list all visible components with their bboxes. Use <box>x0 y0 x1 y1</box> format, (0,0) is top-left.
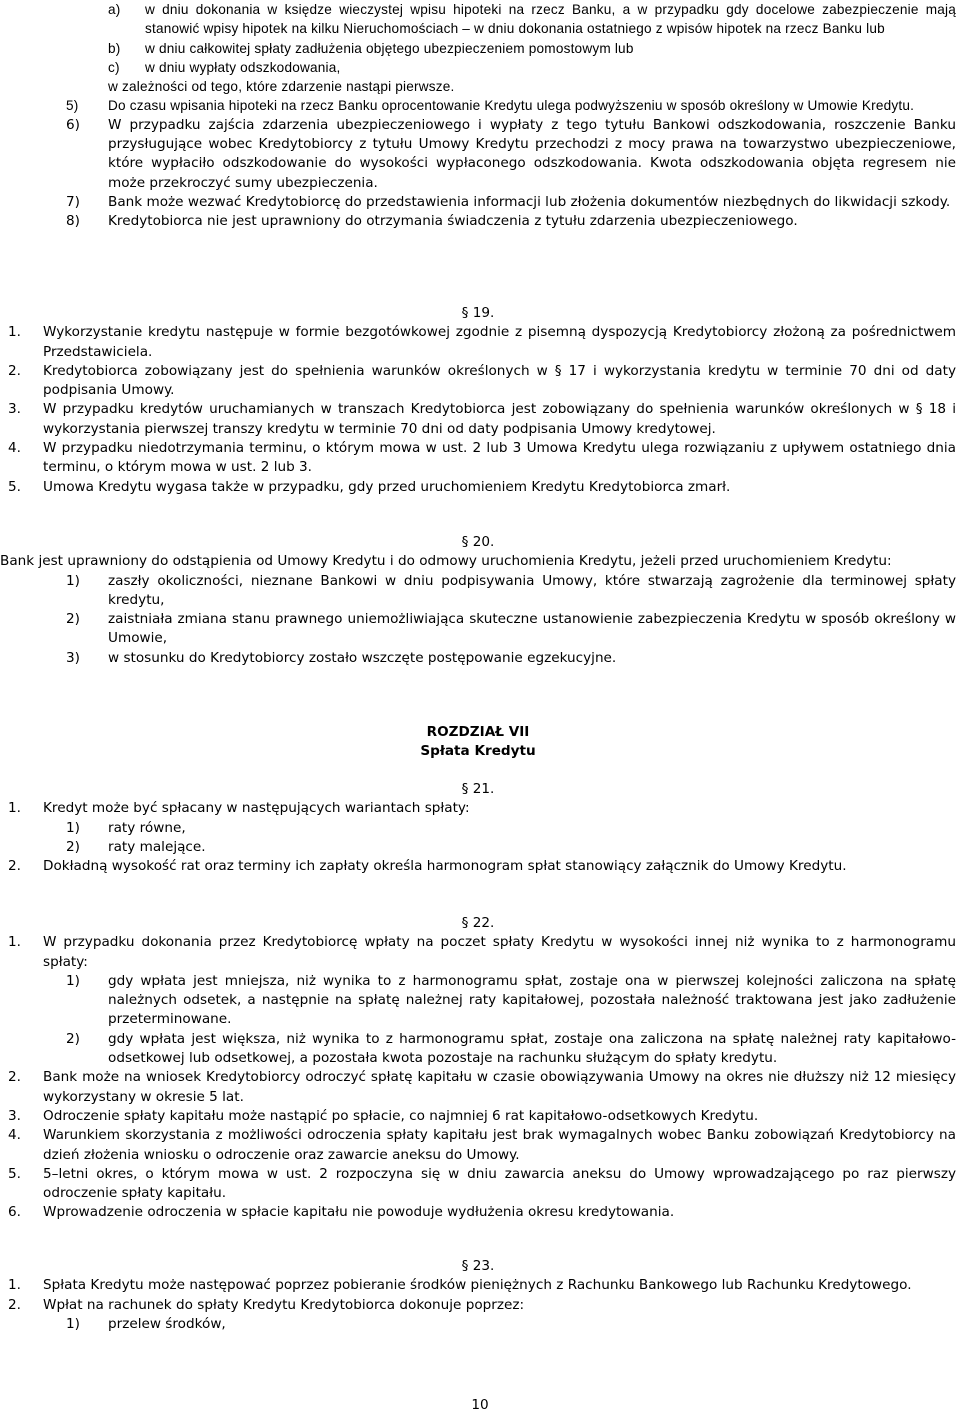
list-item <box>0 799 956 818</box>
item-label: c) <box>108 59 120 75</box>
page-number: 10 <box>471 1397 489 1413</box>
item-label: 2) <box>66 611 80 628</box>
section-22 <box>0 914 956 1223</box>
top-section <box>0 0 956 232</box>
item-label: 5. <box>8 478 21 495</box>
list-item <box>0 400 956 439</box>
item-text: Dokładną wysokość rat oraz terminy ich zapłaty określa harmonogram spłat stanowiący załącznik do Umowy Kredytu. <box>43 858 847 875</box>
item-text: w stosunku do Kredytobiorcy zostało wszczęte postępowanie egzekucyjne. <box>108 649 617 666</box>
item-label: 2) <box>66 1030 80 1047</box>
item-label: 1) <box>66 819 80 836</box>
item-text: Wprowadzenie odroczenia w spłacie kapitału nie powoduje wydłużenia okresu kredytowania. <box>43 1204 675 1221</box>
item-text: zaszły okoliczności, nieznane Bankowi w dniu podpisywania Umowy, które stwarzają zagrożenie dla terminowej spłaty kredytu, <box>108 572 956 608</box>
chapter-heading <box>0 723 956 762</box>
list-item <box>0 649 956 668</box>
section-23 <box>0 1257 956 1334</box>
list-item <box>0 610 956 649</box>
section-heading: § 20. <box>461 534 495 550</box>
item-text: gdy wpłata jest mniejsza, niż wynika to z harmonogramu spłat, zostaje ona w pierwszej kolejności zaliczona na spłatę należnych odsetek, a następnie na spłatę należnej raty kapitałowej, pozostała należność traktowana jest jako zadłużenie przeterminowane. <box>108 972 956 1028</box>
item-text: Kredytobiorca nie jest uprawniony do otrzymania świadczenia z tytułu zdarzenia ubezpieczeniowego. <box>108 213 798 230</box>
item-text: Wpłat na rachunek do spłaty Kredytu Kredytobiorca dokonuje poprzez: <box>43 1296 525 1313</box>
list-item <box>0 1203 956 1222</box>
list-item-c <box>0 58 956 77</box>
item-text: Kredytobiorca zobowiązany jest do spełnienia warunków określonych w § 17 i wykorzystania kredytu w terminie 70 dni od daty podpisania Umowy. <box>43 362 956 399</box>
item-label: 7) <box>66 193 80 210</box>
section-heading: § 21. <box>461 781 495 797</box>
item-label: 1) <box>66 572 80 589</box>
item-label: 4. <box>8 1127 21 1144</box>
list-item-a <box>0 0 956 39</box>
item-label: b) <box>108 40 121 56</box>
list-item <box>0 1296 956 1315</box>
item-label: 2. <box>8 1069 21 1086</box>
item-text: W przypadku kredytów uruchamianych w transzach Kredytobiorca jest zobowiązany do spełnienia warunków określonych w § 18 i wykorzystania pierwszej transzy kredytu w terminie 70 dni od daty podpisania Umowy kredytowej. <box>43 401 956 437</box>
chapter-title: ROZDZIAŁ VII <box>426 724 530 740</box>
chapter-subtitle: Spłata Kredytu <box>420 743 536 760</box>
item-label: 5) <box>66 98 79 114</box>
list-item <box>0 478 956 497</box>
item-label: 3. <box>8 401 21 418</box>
item-text: Spłata Kredytu może następować poprzez pobieranie środków pieniężnych z Rachunku Bankowego lub Rachunku Kredytowego. <box>43 1277 912 1294</box>
item-text: w dniu dokonania w księdze wieczystej wpisu hipoteki na rzecz Banku, a w przypadku gdy docelowe zabezpieczenie mają stanowić wpisy hipotek na kilku Nieruchomościach – w dniu dokonania ostatniego z wpisów hipotek na rzecz Banku lub <box>145 2 956 37</box>
item-label: 6) <box>66 116 80 133</box>
list-item <box>0 572 956 611</box>
item-text: Wykorzystanie kredytu następuje w formie bezgotówkowej zgodnie z pisemną dyspozycją Kredytobiorcy złożoną za pośrednictwem Przedstawiciela. <box>43 324 956 360</box>
item-text: W przypadku zajścia zdarzenia ubezpieczeniowego i wypłaty z tego tytułu Bankowi odszkodowania, roszczenie Banku przysługujące wobec Kredytobiorcy z tytułu Umowy Kredytu przechodzi z mocy prawa na towarzystwo ubezpieczeniowe, które wypłaciło odszkodowanie do wysokości wypłaconego odszkodowania. Kwota odszkodowania objęta regresem nie może przekroczyć sumy ubezpieczenia. <box>108 116 956 191</box>
item-text: Umowa Kredytu wygasa także w przypadku, gdy przed uruchomieniem Kredytu Kredytobiorca zmarł. <box>43 478 731 495</box>
item-text: Bank może na wniosek Kredytobiorcy odroczyć spłatę kapitału w czasie obowiązywania Umowy na okres nie dłuższy niż 12 miesięcy wykorzystany w okresie 5 lat. <box>43 1069 956 1105</box>
item-text: Warunkiem skorzystania z możliwości odroczenia spłaty kapitału jest brak wymagalnych wobec Banku zobowiązań Kredytobiorcy na dzień złożenia wniosku o odroczenie oraz zawarcie aneksu do Umowy. <box>43 1127 956 1163</box>
item-text: w dniu wypłaty odszkodowania, <box>145 59 341 75</box>
item-label: 3) <box>66 649 80 666</box>
section-heading: § 23. <box>461 1258 495 1274</box>
item-label: 2. <box>8 362 21 379</box>
sub-list-item <box>0 1030 956 1069</box>
section-20 <box>0 533 956 668</box>
item-label: 1. <box>8 1277 21 1294</box>
item-text: raty równe, <box>108 819 186 836</box>
item-label: 1. <box>8 934 21 951</box>
item-label: 4. <box>8 440 21 457</box>
list-item <box>0 323 956 362</box>
section-heading: § 22. <box>461 915 495 931</box>
list-item <box>0 1126 956 1165</box>
item-label: 2. <box>8 858 21 875</box>
list-item-5 <box>0 96 956 115</box>
item-label: 1) <box>66 972 80 989</box>
item-text: Kredyt może być spłacany w następujących wariantach spłaty: <box>43 800 470 817</box>
list-item-8 <box>0 212 956 231</box>
item-label: 2. <box>8 1296 21 1313</box>
section-intro: Bank jest uprawniony do odstąpienia od Umowy Kredytu i do odmowy uruchomienia Kredytu, jeżeli przed uruchomieniem Kredytu: <box>0 553 892 570</box>
item-text: zaistniała zmiana stanu prawnego uniemożliwiająca skuteczne ustanowienie zabezpieczenia Kredytu w sposób określony w Umowie, <box>108 611 956 647</box>
list-item <box>0 1107 956 1126</box>
tail-text: w zależności od tego, które zdarzenie nastąpi pierwsze. <box>108 79 455 95</box>
item-label: 8) <box>66 213 80 230</box>
list-item <box>0 362 956 401</box>
list-item <box>0 439 956 478</box>
list-item-b <box>0 39 956 58</box>
item-text: przelew środków, <box>108 1315 226 1332</box>
item-text: W przypadku niedotrzymania terminu, o którym mowa w ust. 2 lub 3 Umowa Kredytu ulega rozwiązaniu z upływem ostatniego dnia terminu, o którym mowa w ust. 2 lub 3. <box>43 440 956 476</box>
list-item <box>0 1068 956 1107</box>
list-item <box>0 1276 956 1295</box>
list-item <box>0 857 956 876</box>
item-label: a) <box>108 2 121 17</box>
list-item-6 <box>0 116 956 193</box>
item-label: 5. <box>8 1165 21 1182</box>
section-19 <box>0 304 956 497</box>
item-text: gdy wpłata jest większa, niż wynika to z harmonogramu spłat, zostaje ona zaliczona na spłatę należnej raty kapitałowo-odsetkowej lub odsetkowej, a pozostała kwota pozostaje na rachunku służącym do spłaty kredytu. <box>108 1030 956 1067</box>
item-label: 3. <box>8 1107 21 1124</box>
sub-list-item <box>0 838 956 857</box>
sub-list-item <box>0 972 956 1030</box>
item-label: 1) <box>66 1315 80 1332</box>
list-item-7 <box>0 193 956 212</box>
item-label: 6. <box>8 1204 21 1221</box>
item-text: raty malejące. <box>108 838 206 855</box>
list-item <box>0 933 956 972</box>
item-text: Bank może wezwać Kredytobiorcę do przedstawienia informacji lub złożenia dokumentów niezbędnych do likwidacji szkody. <box>108 193 951 210</box>
item-text: Odroczenie spłaty kapitału może nastąpić po spłacie, co najmniej 6 rat kapitałowo-odsetkowych Kredytu. <box>43 1107 759 1124</box>
item-label: 2) <box>66 838 80 855</box>
item-label: 1. <box>8 324 21 341</box>
item-text: 5–letni okres, o którym mowa w ust. 2 rozpoczyna się w dniu zawarcia aneksu do Umowy wprowadzającego po raz pierwszy odroczenie spłaty kapitału. <box>43 1165 956 1202</box>
sub-list-item <box>0 819 956 838</box>
section-21 <box>0 780 956 876</box>
item-label: 1. <box>8 800 21 817</box>
item-text: W przypadku dokonania przez Kredytobiorcę wpłaty na poczet spłaty Kredytu w wysokości innej niż wynika to z harmonogramu spłaty: <box>43 934 956 970</box>
item-text: Do czasu wpisania hipoteki na rzecz Banku oprocentowanie Kredytu ulega podwyższeniu w sposób określony w Umowie Kredytu. <box>108 98 915 114</box>
section-heading: § 19. <box>461 305 495 321</box>
item-text: w dniu całkowitej spłaty zadłużenia objętego ubezpieczeniem pomostowym lub <box>145 40 634 56</box>
sub-list-item <box>0 1315 956 1334</box>
list-item <box>0 1165 956 1204</box>
